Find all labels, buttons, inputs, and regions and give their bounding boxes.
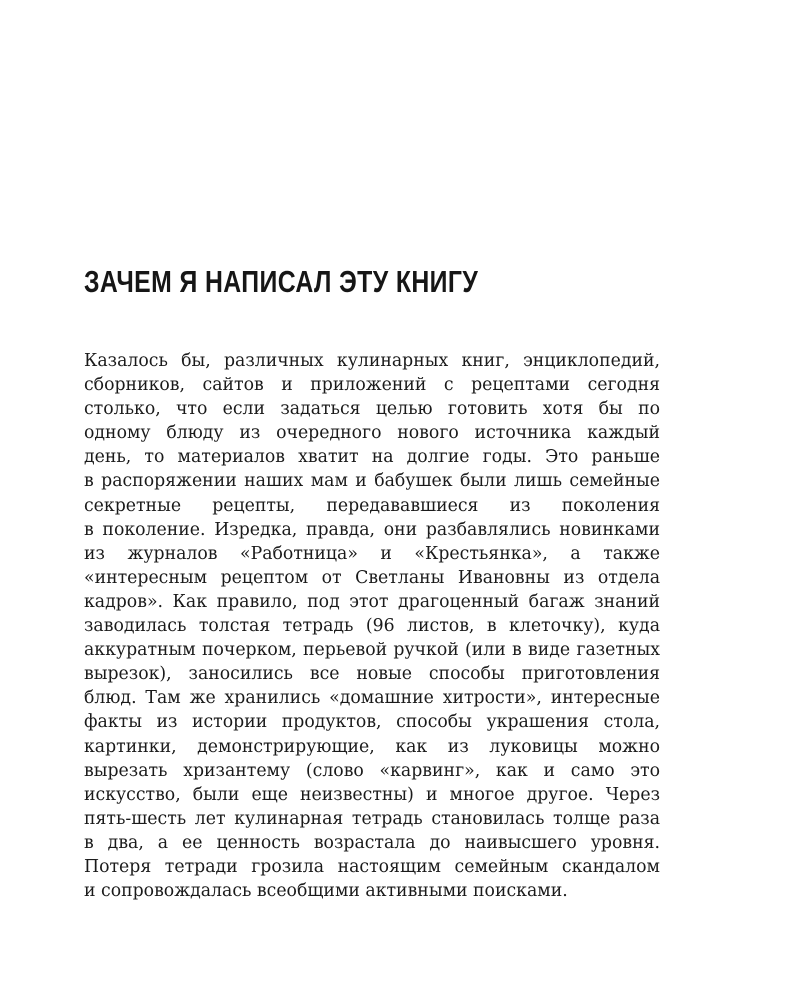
text-line: аккуратным почерком, перьевой ручкой (или в виде газетных: [84, 640, 660, 661]
text-line: в распоряжении наших мам и бабушек были лишь семейные: [84, 471, 660, 492]
text-line: факты из истории продуктов, способы украшения стола,: [84, 712, 660, 733]
body-paragraph: [84, 349, 660, 903]
text-line: заводилась толстая тетрадь (96 листов, в клеточку), куда: [84, 616, 660, 637]
text-line: блюд. Там же хранились «домашние хитрости», интересные: [84, 688, 660, 709]
text-line: «интересным рецептом от Светланы Ивановны из отдела: [84, 567, 660, 588]
text-line: и сопровождалась всеобщими активными поисками.: [84, 881, 568, 902]
text-line: одному блюду из очередного нового источника каждый: [84, 423, 660, 444]
text-line: вырезать хризантему (слово «карвинг», как и само это: [84, 760, 660, 781]
text-line: картинки, демонстрирующие, как из луковицы можно: [84, 736, 660, 757]
text-line: в два, а ее ценность возрастала до наивысшего уровня.: [84, 832, 660, 853]
text-line: пять-шесть лет кулинарная тетрадь становилась толще раза: [84, 808, 660, 829]
text-line: вырезок), заносились все новые способы приготовления: [84, 664, 660, 685]
text-line: кадров». Как правило, под этот драгоценный багаж знаний: [84, 591, 660, 612]
chapter-title: ЗАЧЕМ Я НАПИСАЛ ЭТУ КНИГУ: [84, 264, 479, 299]
text-line: столько, что если задаться целью готовить хотя бы по: [84, 399, 660, 420]
text-line: день, то материалов хватит на долгие годы. Это раньше: [84, 447, 660, 468]
text-line: секретные рецепты, передававшиеся из поколения: [84, 495, 660, 516]
text-line: в поколение. Изредка, правда, они разбавлялись новинками: [84, 519, 660, 540]
text-line: Казалось бы, различных кулинарных книг, энциклопедий,: [84, 351, 660, 371]
text-line: Потеря тетради грозила настоящим семейным скандалом: [84, 856, 660, 877]
text-line: сборников, сайтов и приложений с рецептами сегодня: [84, 375, 660, 396]
text-line: искусство, были еще неизвестны) и многое другое. Через: [84, 784, 660, 805]
text-line: из журналов «Работница» и «Крестьянка», а также: [84, 543, 660, 564]
